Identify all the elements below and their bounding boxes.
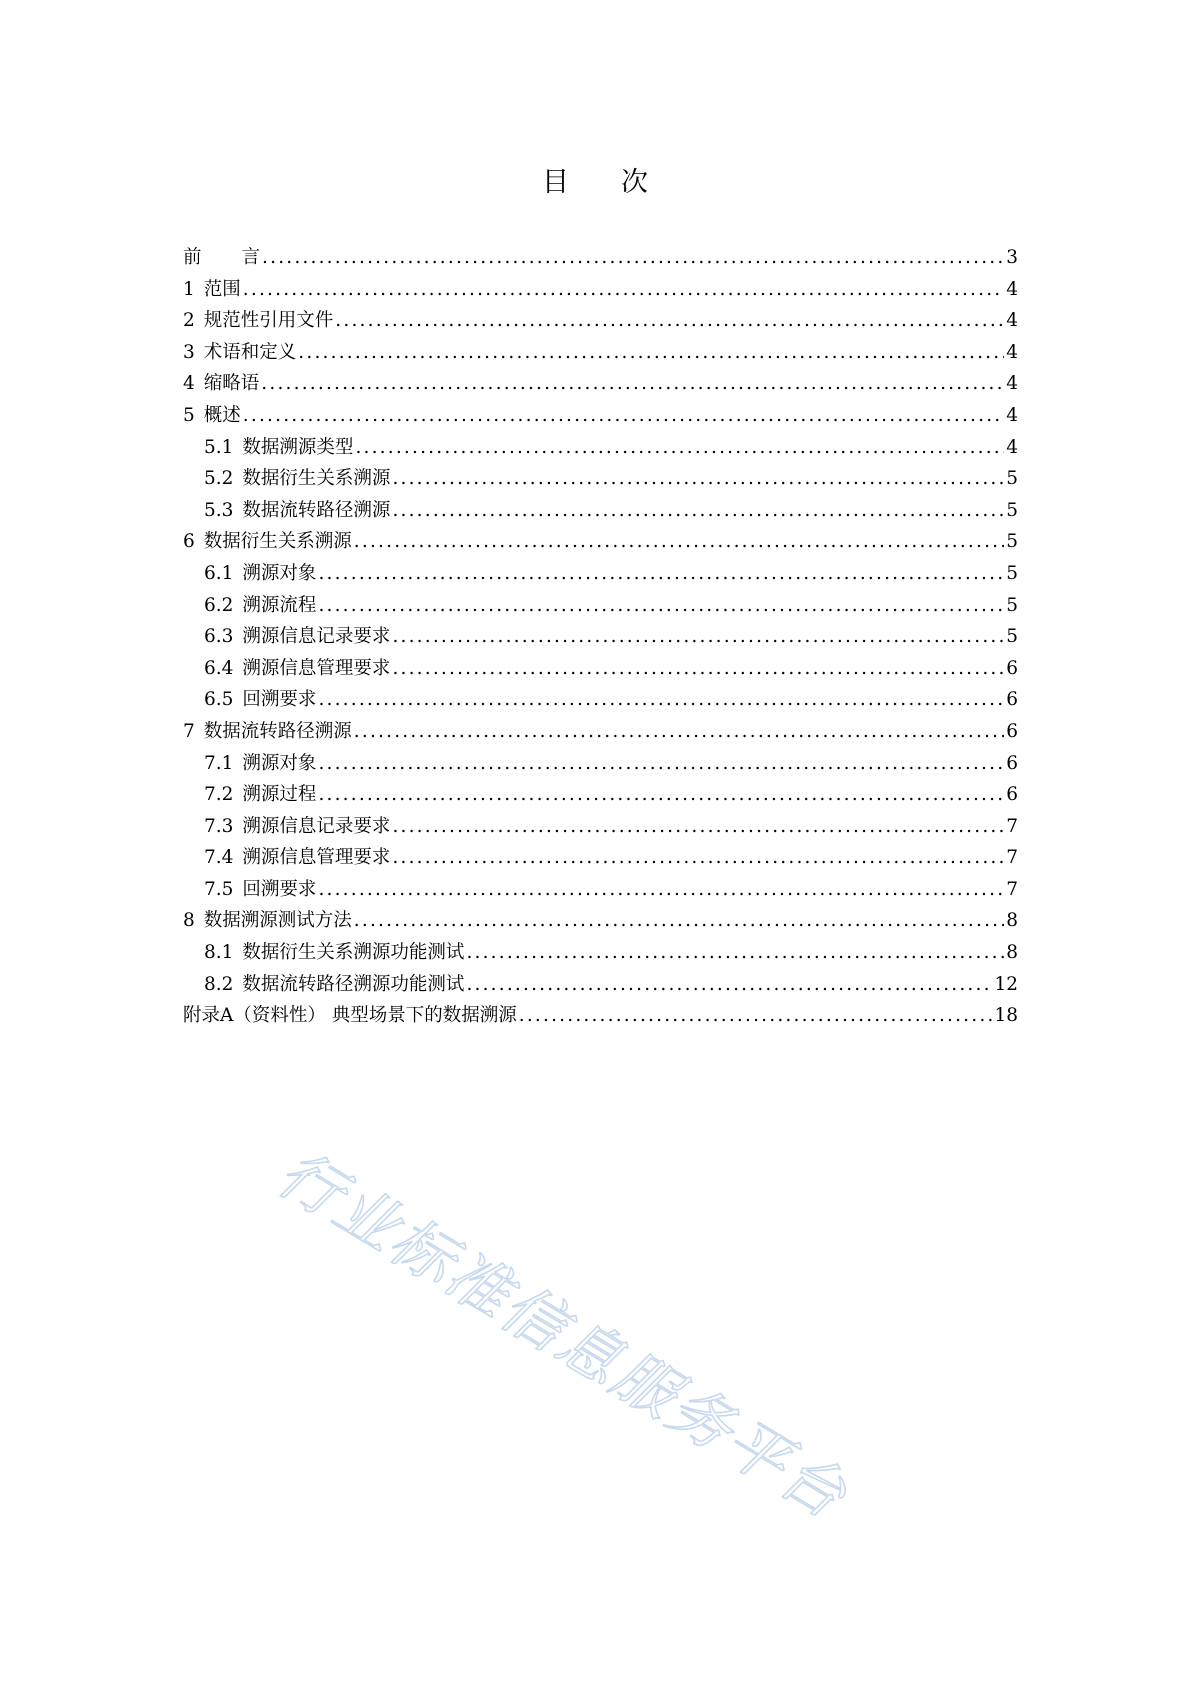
toc-entry[interactable] xyxy=(183,590,1018,622)
toc-entry-text: 数据流转路径溯源功能测试 xyxy=(242,973,465,995)
toc-dot-leader xyxy=(354,905,1004,937)
toc-entry-number: 7.3 xyxy=(204,815,234,837)
toc-entry-text: 数据衍生关系溯源功能测试 xyxy=(242,942,465,964)
toc-entry-label xyxy=(183,1000,517,1032)
toc-dot-leader xyxy=(318,590,1004,622)
toc-entry-label xyxy=(204,495,390,527)
toc-dot-leader xyxy=(354,526,1004,558)
toc-entry-page-number: 8 xyxy=(1006,942,1018,964)
toc-entry-page-number: 5 xyxy=(1006,499,1018,521)
toc-entry-label xyxy=(204,937,464,969)
toc-entry-text: 溯源信息管理要求 xyxy=(242,847,391,869)
toc-entry-page-number: 6 xyxy=(1006,689,1018,711)
toc-dot-leader xyxy=(355,432,1004,464)
toc-entry-label xyxy=(204,432,353,464)
toc-entry-number: 8 xyxy=(183,910,195,932)
toc-entry-text: 溯源信息管理要求 xyxy=(242,657,391,679)
toc-entry-page-number: 5 xyxy=(1006,594,1018,616)
toc-entry-text: 缩略语 xyxy=(203,373,260,395)
toc-dot-leader xyxy=(392,463,1004,495)
toc-entry[interactable] xyxy=(183,716,1018,748)
toc-entry-text: 附录A（资料性） 典型场景下的数据溯源 xyxy=(183,1005,517,1027)
toc-entry[interactable] xyxy=(183,337,1018,369)
toc-entry-page-number: 5 xyxy=(1006,626,1018,648)
toc-entry-text: 溯源对象 xyxy=(242,562,317,584)
toc-entry-text: 范围 xyxy=(203,278,241,300)
toc-entry[interactable] xyxy=(183,779,1018,811)
toc-entry[interactable] xyxy=(183,305,1018,337)
toc-entry-label xyxy=(183,905,352,937)
toc-entry-number: 1 xyxy=(183,278,195,300)
toc-entry-label xyxy=(183,368,259,400)
toc-entry-page-number: 7 xyxy=(1006,878,1018,900)
toc-entry-label xyxy=(204,779,316,811)
toc-entry-label xyxy=(183,274,241,306)
toc-entry-page-number: 4 xyxy=(1006,373,1018,395)
toc-entry-number: 7.5 xyxy=(204,878,234,900)
toc-entry-text: 数据衍生关系溯源 xyxy=(203,531,352,553)
toc-entry-page-number: 4 xyxy=(1006,310,1018,332)
toc-entry-number: 7.2 xyxy=(204,784,234,806)
toc-entry-label xyxy=(204,811,390,843)
toc-entry-label xyxy=(204,653,390,685)
toc-entry-number: 6.2 xyxy=(204,594,234,616)
toc-entry[interactable] xyxy=(183,811,1018,843)
toc-dot-leader xyxy=(318,684,1004,716)
toc-entry-label xyxy=(183,526,352,558)
toc-dot-leader xyxy=(392,811,1004,843)
toc-entry[interactable] xyxy=(183,842,1018,874)
toc-entry-label xyxy=(183,337,296,369)
toc-entry-number: 5.3 xyxy=(204,499,234,521)
toc-entry[interactable] xyxy=(183,1000,1018,1032)
toc-entry-label xyxy=(204,558,316,590)
toc-entry-number: 8.2 xyxy=(204,973,234,995)
toc-dot-leader xyxy=(318,874,1004,906)
toc-entry-page-number: 4 xyxy=(1006,278,1018,300)
toc-entry-label xyxy=(204,969,464,1001)
toc-entry-number: 8.1 xyxy=(204,942,234,964)
toc-title-part2: 次 xyxy=(621,167,648,198)
toc-entry-page-number: 4 xyxy=(1006,341,1018,363)
toc-entry-label xyxy=(183,305,333,337)
toc-entry-number: 7.1 xyxy=(204,752,234,774)
toc-entry[interactable] xyxy=(183,874,1018,906)
toc-entry-text: 数据流转路径溯源 xyxy=(242,499,391,521)
table-of-contents xyxy=(183,242,1018,1032)
toc-dot-leader xyxy=(318,779,1004,811)
toc-dot-leader xyxy=(392,653,1004,685)
toc-entry-number: 6 xyxy=(183,531,195,553)
toc-title xyxy=(0,160,1190,199)
toc-entry-page-number: 7 xyxy=(1006,815,1018,837)
toc-dot-leader xyxy=(318,558,1004,590)
toc-entry-text: 溯源过程 xyxy=(242,784,317,806)
toc-entry-text: 溯源信息记录要求 xyxy=(242,626,391,648)
toc-entry-page-number: 6 xyxy=(1006,752,1018,774)
toc-dot-leader xyxy=(354,716,1004,748)
toc-entry[interactable] xyxy=(183,684,1018,716)
toc-dot-leader xyxy=(243,400,1004,432)
toc-entry-text: 数据溯源类型 xyxy=(242,436,354,458)
toc-entry-label xyxy=(204,463,390,495)
toc-dot-leader xyxy=(261,368,1004,400)
toc-entry-page-number: 3 xyxy=(1006,247,1018,268)
toc-dot-leader xyxy=(392,495,1004,527)
toc-entry-label xyxy=(204,684,316,716)
toc-entry-page-number: 5 xyxy=(1006,531,1018,553)
toc-dot-leader xyxy=(318,748,1004,780)
toc-entry-text: 溯源信息记录要求 xyxy=(242,815,391,837)
toc-entry-page-number: 5 xyxy=(1006,468,1018,490)
toc-entry[interactable] xyxy=(183,274,1018,306)
watermark: 行业标准信息服务平台 xyxy=(265,1136,861,1534)
toc-title-part1: 目 xyxy=(542,167,569,198)
toc-entry-page-number: 6 xyxy=(1006,784,1018,806)
toc-entry-number: 7.4 xyxy=(204,847,234,869)
toc-entry-label xyxy=(204,874,316,906)
toc-entry-number: 5 xyxy=(183,404,195,426)
toc-entry[interactable] xyxy=(183,526,1018,558)
toc-entry-label xyxy=(183,242,260,274)
toc-dot-leader xyxy=(392,621,1004,653)
toc-dot-leader xyxy=(392,842,1004,874)
toc-entry[interactable] xyxy=(183,905,1018,937)
toc-entry-label xyxy=(183,400,241,432)
toc-entry[interactable] xyxy=(183,621,1018,653)
toc-entry-label xyxy=(204,621,390,653)
toc-entry-number: 3 xyxy=(183,341,195,363)
toc-entry-label xyxy=(183,716,352,748)
toc-entry-number: 4 xyxy=(183,373,195,395)
toc-entry-page-number: 4 xyxy=(1006,436,1018,458)
toc-entry-number: 5.1 xyxy=(204,436,234,458)
toc-entry[interactable] xyxy=(183,748,1018,780)
toc-entry[interactable] xyxy=(183,463,1018,495)
toc-entry-page-number: 8 xyxy=(1006,910,1018,932)
toc-entry-text: 数据流转路径溯源 xyxy=(203,720,352,742)
toc-entry[interactable] xyxy=(183,432,1018,464)
toc-entry-label xyxy=(204,842,390,874)
toc-entry-text: 数据衍生关系溯源 xyxy=(242,468,391,490)
toc-entry-number: 6.5 xyxy=(204,689,234,711)
toc-entry-label xyxy=(204,590,316,622)
toc-entry-text-2: 言 xyxy=(241,247,261,268)
toc-entry-number: 6.3 xyxy=(204,626,234,648)
toc-entry[interactable] xyxy=(183,495,1018,527)
toc-entry-page-number: 6 xyxy=(1006,657,1018,679)
toc-entry[interactable] xyxy=(183,558,1018,590)
toc-entry-page-number: 7 xyxy=(1006,847,1018,869)
toc-entry-number: 2 xyxy=(183,310,195,332)
toc-entry[interactable] xyxy=(183,653,1018,685)
toc-entry-text: 回溯要求 xyxy=(242,878,317,900)
toc-entry[interactable] xyxy=(183,368,1018,400)
toc-entry-page-number: 4 xyxy=(1006,404,1018,426)
toc-entry[interactable] xyxy=(183,242,1018,274)
toc-dot-leader xyxy=(262,242,1004,274)
toc-entry[interactable] xyxy=(183,937,1018,969)
toc-entry-page-number: 18 xyxy=(994,1005,1018,1027)
toc-dot-leader xyxy=(243,274,1004,306)
toc-dot-leader xyxy=(298,337,1004,369)
toc-entry-number: 6.4 xyxy=(204,657,234,679)
toc-entry-text: 前 xyxy=(183,247,202,268)
toc-entry-text: 数据溯源测试方法 xyxy=(203,910,352,932)
toc-entry-number: 7 xyxy=(183,720,195,742)
toc-entry-label xyxy=(204,748,316,780)
toc-entry-text: 溯源对象 xyxy=(242,752,317,774)
toc-entry-page-number: 5 xyxy=(1006,562,1018,584)
toc-entry-page-number: 12 xyxy=(994,973,1018,995)
toc-dot-leader xyxy=(335,305,1004,337)
toc-entry-text: 规范性引用文件 xyxy=(203,310,334,332)
toc-entry-text: 溯源流程 xyxy=(242,594,317,616)
toc-entry[interactable] xyxy=(183,400,1018,432)
toc-entry-text: 概述 xyxy=(203,404,241,426)
toc-entry-number: 5.2 xyxy=(204,468,234,490)
toc-dot-leader xyxy=(466,937,1004,969)
toc-entry-text: 回溯要求 xyxy=(242,689,317,711)
toc-entry[interactable] xyxy=(183,969,1018,1001)
toc-entry-page-number: 6 xyxy=(1006,720,1018,742)
toc-entry-number: 6.1 xyxy=(204,562,234,584)
toc-entry-text: 术语和定义 xyxy=(203,341,297,363)
toc-dot-leader xyxy=(519,1000,993,1032)
toc-dot-leader xyxy=(466,969,992,1001)
